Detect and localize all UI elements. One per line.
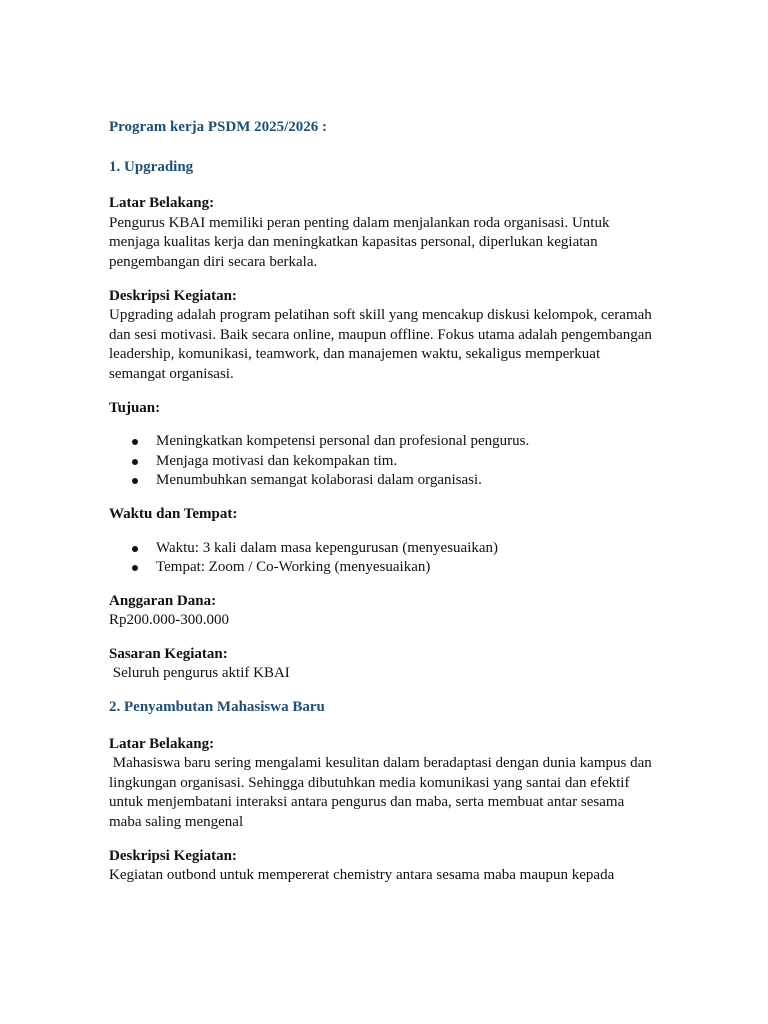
deskripsi-kegiatan-label: Deskripsi Kegiatan:	[109, 287, 237, 304]
deskripsi-kegiatan-text-2: Kegiatan outbond untuk mempererat chemistry antara sesama maba maupun kepada	[109, 867, 615, 884]
latar-belakang-label-2: Latar Belakang:	[109, 735, 215, 752]
waktu-tempat-label: Waktu dan Tempat:	[109, 505, 238, 522]
sasaran-kegiatan-text: Seluruh pengurus aktif KBAI	[109, 665, 290, 682]
latar-belakang-label: Latar Belakang:	[109, 195, 215, 212]
section-heading-penyambutan: 2. Penyambutan Mahasiswa Baru	[109, 699, 325, 716]
document-title: Program kerja PSDM 2025/2026 :	[109, 119, 328, 135]
sasaran-kegiatan-label: Sasaran Kegiatan:	[109, 645, 228, 662]
list-item	[109, 471, 654, 491]
latar-belakang-block	[109, 194, 654, 272]
deskripsi-kegiatan-block-2	[109, 847, 654, 886]
bullet-icon	[132, 478, 138, 484]
tujuan-label: Tujuan:	[109, 399, 161, 416]
sasaran-kegiatan-block	[109, 645, 654, 684]
list-item	[109, 432, 654, 452]
bullet-icon	[132, 439, 138, 445]
latar-belakang-text-2: Mahasiswa baru sering mengalami kesulitan dalam beradaptasi dengan dunia kampus dan lingkungan organisasi. Sehingga dibutuhkan media komunikasi yang santai dan efektif untuk menjembatani interaksi antara pengurus dan maba, serta membuat antar sesama maba saling mengenal	[109, 755, 656, 831]
list-item	[109, 452, 654, 472]
document-body	[109, 118, 654, 900]
anggaran-dana-block	[109, 592, 654, 631]
list-item-text: Waktu: 3 kali dalam masa kepengurusan (menyesuaikan)	[156, 539, 499, 556]
list-item	[109, 539, 654, 559]
deskripsi-kegiatan-label-2: Deskripsi Kegiatan:	[109, 847, 237, 864]
anggaran-dana-label: Anggaran Dana:	[109, 592, 217, 609]
list-item	[109, 558, 654, 578]
latar-belakang-block-2	[109, 735, 654, 833]
bullet-icon	[132, 565, 138, 571]
tujuan-list	[109, 432, 654, 491]
bullet-icon	[132, 546, 138, 552]
bullet-icon	[132, 459, 138, 465]
waktu-tempat-block	[109, 505, 654, 578]
list-item-text: Menumbuhkan semangat kolaborasi dalam organisasi.	[156, 472, 482, 489]
list-item-text: Meningkatkan kompetensi personal dan profesional pengurus.	[156, 433, 530, 450]
anggaran-dana-text: Rp200.000-300.000	[109, 612, 229, 629]
deskripsi-kegiatan-text: Upgrading adalah program pelatihan soft skill yang mencakup diskusi kelompok, ceramah dan sesi motivasi. Baik secara online, maupun offline. Fokus utama adalah pengembangan leadership, komunikasi, teamwork, dan manajemen waktu, sekaligus memperkuat semangat organisasi.	[109, 307, 652, 382]
tujuan-block	[109, 399, 654, 491]
waktu-tempat-list	[109, 539, 654, 578]
deskripsi-kegiatan-block	[109, 287, 654, 385]
section-heading-upgrading: 1. Upgrading	[109, 158, 194, 175]
list-item-text: Menjaga motivasi dan kekompakan tim.	[156, 452, 398, 469]
latar-belakang-text: Pengurus KBAI memiliki peran penting dalam menjalankan roda organisasi. Untuk menjaga kualitas kerja dan meningkatkan kapasitas personal, diperlukan kegiatan pengembangan diri secara berkala.	[109, 214, 610, 270]
list-item-text: Tempat: Zoom / Co-Working (menyesuaikan)	[156, 559, 431, 576]
